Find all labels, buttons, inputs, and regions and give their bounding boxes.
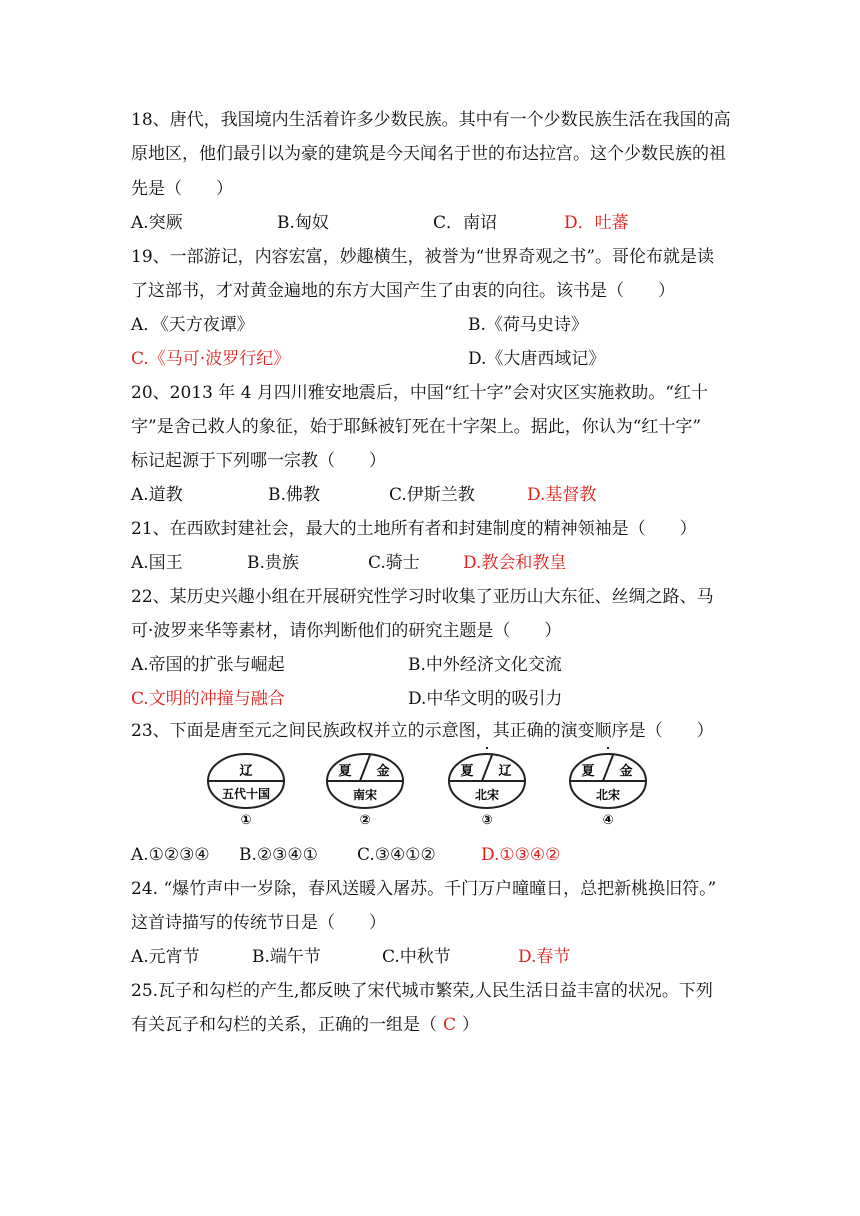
q21-option-c: C.骑士 (368, 553, 420, 573)
q22-option-d: D.中华文明的吸引力 (408, 689, 563, 709)
q25-line-1: 25.瓦子和勾栏的产生,都反映了宋代城市繁荣,人民生活日益丰富的状况。下列 (131, 981, 713, 1001)
q23-line-1: 23、下面是唐至元之间民族政权并立的示意图，其正确的演变顺序是（ ） (131, 721, 714, 741)
q18-line-2: 原地区，他们最引以为豪的建筑是今天闻名于世的布达拉宫。这个少数民族的祖 (131, 144, 726, 164)
circle-2-bottom: 南宋 (352, 788, 378, 802)
circle-2-top-left: 夏 (338, 764, 352, 779)
circle-3-bottom: 北宋 (474, 788, 500, 802)
q21-line-1: 21、在西欧封建社会，最大的土地所有者和封建制度的精神领袖是（ ） (131, 519, 697, 539)
circle-4-bottom: 北宋 (595, 788, 621, 802)
q24-line-1: 24. “爆竹声中一岁除，春风送暖入屠苏。千门万户曈曈日，总把新桃换旧符。” (131, 879, 717, 899)
circle-1-top: 辽 (239, 764, 253, 779)
circle-4-number: ④ (602, 813, 614, 828)
q18-option-a: A.突厥 (131, 213, 183, 233)
regimes-diagram (200, 745, 680, 830)
q18-option-d-answer: D．吐蕃 (564, 213, 629, 233)
q22-option-b: B.中外经济文化交流 (408, 655, 562, 675)
q22-line-1: 22、某历史兴趣小组在开展研究性学习时收集了亚历山大东征、丝绸之路、马 (131, 587, 714, 607)
circle-1-bottom: 五代十国 (221, 787, 271, 801)
q24-option-d-answer: D.春节 (518, 947, 571, 967)
q22-option-a: A.帝国的扩张与崛起 (131, 655, 285, 675)
diagram-circle-2 (327, 754, 403, 828)
q22-option-c-answer: C.文明的冲撞与融合 (131, 689, 285, 709)
circle-3-top-left: 夏 (460, 764, 474, 779)
q21-option-d-answer: D.教会和教皇 (463, 553, 567, 573)
q19-option-c-answer: C.《马可·波罗行纪》 (131, 349, 291, 369)
q24-option-a: A.元宵节 (131, 947, 200, 967)
q18-option-b: B.匈奴 (277, 213, 329, 233)
q24-line-2: 这首诗描写的传统节日是（ ） (131, 913, 386, 933)
q20-option-a: A.道教 (131, 485, 183, 505)
q25-answer: C (443, 1015, 457, 1035)
q19-option-d: D.《大唐西域记》 (468, 349, 606, 369)
q20-line-2: 字”是舍己救人的象征，始于耶稣被钉死在十字架上。据此，你认为“红十字” (131, 417, 702, 437)
q19-line-1: 19、一部游记，内容宏富，妙趣横生，被誉为“世界奇观之书”。哥伦布就是读 (131, 247, 715, 267)
circle-4-top-right: 金 (619, 764, 633, 779)
q18-line-3: 先是（ ） (131, 179, 233, 199)
q23-option-b: B.②③④① (239, 845, 318, 865)
q19-option-b: B.《荷马史诗》 (468, 315, 588, 335)
q23-option-c: C.③④①② (357, 845, 436, 865)
q20-option-d-answer: D.基督教 (527, 485, 597, 505)
q21-option-a: A.国王 (131, 553, 183, 573)
q25-line-2 (131, 1013, 479, 1037)
q24-option-b: B.端午节 (252, 947, 321, 967)
regimes-diagram-svg (200, 745, 680, 830)
q23-option-d-answer: D.①③④② (481, 845, 561, 865)
q20-line-1: 20、2013 年 4 月四川雅安地震后，中国“红十字”会对灾区实施救助。“红十 (131, 383, 708, 403)
q18-line-1: 18、唐代，我国境内生活着许多少数民族。其中有一个少数民族生活在我国的高 (131, 110, 731, 130)
circle-3-top-right: 辽 (498, 764, 512, 779)
q25-line-2-text: 有关瓦子和勾栏的关系，正确的一组是（ (131, 1015, 437, 1035)
q19-line-2: 了这部书，才对黄金遍地的东方大国产生了由衷的向往。该书是（ ） (131, 281, 675, 301)
circle-3-number: ③ (481, 813, 493, 828)
circle-2-number: ② (359, 813, 371, 828)
q18-option-c: C．南诏 (433, 213, 498, 233)
q23-option-a: A.①②③④ (131, 845, 210, 865)
q20-line-3: 标记起源于下列哪一宗教（ ） (131, 451, 386, 471)
q20-option-c: C.伊斯兰教 (389, 485, 475, 505)
q22-line-2: 可·波罗来华等素材，请你判断他们的研究主题是（ ） (131, 621, 562, 641)
q25-close-paren: ） (462, 1015, 480, 1035)
diagram-circle-1 (208, 754, 284, 828)
diagram-circle-4 (570, 747, 646, 828)
circle-4-top-left: 夏 (581, 764, 595, 779)
q19-option-a: A．《天方夜谭》 (131, 315, 254, 335)
diagram-circle-3 (449, 747, 525, 828)
circle-1-number: ① (240, 813, 252, 828)
q21-option-b: B.贵族 (247, 553, 299, 573)
q24-option-c: C.中秋节 (382, 947, 451, 967)
circle-2-top-right: 金 (376, 764, 390, 779)
q20-option-b: B.佛教 (268, 485, 320, 505)
